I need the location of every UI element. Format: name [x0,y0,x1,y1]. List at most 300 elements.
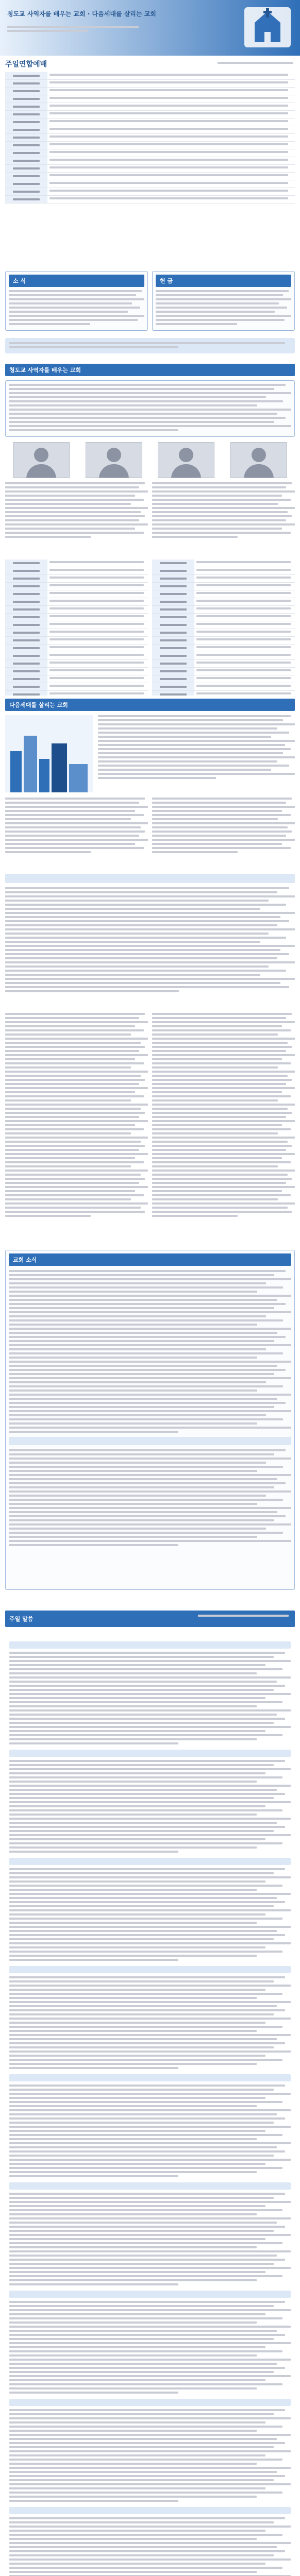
sermon-paragraph [9,2193,291,2285]
text-line [5,1058,135,1060]
sermon-subheading [9,1750,291,1757]
text-line [5,818,131,820]
text-line [9,1785,291,1787]
text-line [9,1697,265,1699]
text-line [9,2492,282,2494]
text-line [9,2001,291,2003]
text-line [152,1038,295,1040]
text-line [9,388,274,390]
table-row [5,180,295,188]
text-line [152,495,282,497]
text-line [9,298,144,300]
text-line [198,1615,289,1617]
table-row [152,598,295,606]
text-line [9,2113,277,2115]
text-line [5,798,145,800]
text-line [152,818,278,820]
text-line [9,1926,291,1928]
text-line [9,2526,291,2528]
text-line [9,2442,285,2444]
text-line [98,719,283,721]
text-line [13,632,40,634]
text-line [9,392,291,394]
text-line [9,1842,282,1844]
text-line [196,631,291,633]
text-line [9,1270,286,1272]
text-line [9,1801,291,1803]
text-line [160,578,187,580]
text-line [9,2105,257,2107]
text-line [152,847,291,849]
text-line [9,2063,257,2065]
text-line [98,752,283,754]
text-line [9,1507,291,1509]
text-line [98,773,295,775]
text-line [5,1066,131,1069]
text-line [9,1797,274,1799]
text-line [13,678,40,680]
sermon-subheading [9,1641,291,1649]
text-line [152,482,292,484]
text-line [196,692,291,694]
text-line [152,503,278,505]
table-row [5,118,295,126]
text-line [9,2563,265,2565]
text-line [5,1170,148,1172]
text-line [5,806,148,808]
text-line [49,623,144,625]
text-line [9,1499,283,1501]
text-line [9,1406,274,1408]
sermon-header [0,1607,300,1633]
text-line [196,654,291,656]
text-line [13,655,40,657]
text-line [5,532,144,534]
text-line [9,1726,291,1728]
text-line [9,2242,282,2244]
text-line [9,2146,277,2148]
text-line [5,1099,131,1101]
text-line [9,1519,274,1521]
table-row [5,142,295,149]
text-line [9,396,266,398]
table-row [152,583,295,590]
text-line [98,760,277,762]
text-line [5,515,145,517]
text-line [5,957,277,959]
text-line [9,2167,282,2169]
text-line [5,887,289,889]
text-line [9,2330,277,2332]
text-line [5,486,139,488]
text-line [9,2267,291,2269]
text-line [5,1083,139,1085]
text-line [9,384,286,386]
text-line [9,2558,291,2561]
text-line [9,2171,257,2173]
text-line [5,528,135,530]
text-line [9,2213,257,2215]
text-line [152,1198,278,1200]
text-line [5,908,260,910]
text-line [5,982,280,984]
text-line [9,2126,291,2128]
table-row [5,668,148,675]
text-line [9,2067,178,2069]
text-line [9,1730,265,1732]
text-line [13,98,40,100]
text-line [9,1946,265,1948]
text-line [49,592,144,594]
text-line [98,723,295,725]
text-line [9,1295,291,1297]
text-line [9,1934,285,1936]
table-row [152,668,295,675]
text-line [9,2363,277,2365]
text-line [9,1340,274,1342]
text-line [98,715,291,717]
text-line [5,920,289,922]
text-line [9,2163,265,2165]
text-line [196,577,291,579]
text-line [9,1685,285,1687]
section-ministry [0,361,300,556]
text-line [9,417,286,419]
info-boxes [0,268,300,335]
text-line [5,1153,148,1155]
text-line [98,740,295,742]
sermon-subheading [9,2074,291,2081]
text-line [152,798,292,800]
table-row [5,583,148,590]
text-line [9,2454,265,2456]
text-line [98,748,291,750]
text-line [5,1104,148,1106]
sermon-paragraph [9,1652,291,1744]
text-line [152,1021,295,1023]
text-line [5,1198,131,1200]
header-subtext [7,26,141,34]
text-line [5,1186,148,1188]
text-line [9,2226,285,2228]
text-line [9,1490,291,1493]
text-line [13,608,40,611]
text-line [9,2201,291,2203]
text-line [9,2150,285,2153]
text-line [9,1989,265,1991]
text-line [152,1025,282,1027]
text-line [5,1033,131,1036]
text-line [9,2122,274,2124]
text-line [5,986,289,988]
text-line [9,1328,291,1330]
text-line [9,1689,274,1691]
text-line [160,678,187,680]
text-line [49,143,288,145]
text-line [5,810,135,812]
text-line [196,607,291,609]
text-line [9,290,142,292]
text-line [5,1095,144,1097]
table-row [152,629,295,637]
text-line [9,1536,257,1538]
text-line [9,315,144,317]
text-line [9,2259,285,2261]
text-line [9,1470,257,1472]
ministry-table [0,556,300,696]
text-line [98,736,271,738]
text-line [13,670,40,672]
text-line [152,1120,295,1122]
text-line [9,1495,266,1497]
text-line [152,1071,295,1073]
text-line [5,1091,135,1093]
staff-photo [230,442,287,478]
text-line [9,2426,282,2428]
text-line [9,413,277,415]
text-line [9,1311,291,1313]
text-line [152,523,295,526]
text-line [9,2205,265,2207]
text-line [152,1170,295,1172]
text-line [9,1377,291,1379]
text-line [218,62,293,64]
table-row [152,560,295,567]
text-line [9,1818,291,1820]
text-line [9,2479,274,2481]
text-line [160,639,187,641]
text-line [9,2089,274,2091]
text-line [152,1186,295,1188]
text-line [49,638,144,640]
staff-photos [5,442,295,478]
text-line [196,638,291,640]
text-line [49,654,144,656]
text-line [5,900,269,902]
text-line [9,2197,274,2199]
text-line [49,151,288,153]
text-line [9,1809,282,1811]
text-line [152,810,282,812]
text-line [5,912,295,914]
text-line [9,1901,285,1903]
table-row [5,72,295,80]
text-line [5,1128,144,1130]
text-line [9,2379,265,2381]
section-next-generation [0,696,300,871]
text-line [9,425,291,427]
text-line [9,1672,257,1674]
text-line [152,499,291,501]
text-line [152,1211,292,1213]
text-line [9,2005,277,2007]
table-row [5,621,148,629]
text-line [13,191,40,193]
text-line [13,82,40,84]
text-line [196,592,291,594]
text-line [152,1165,278,1167]
text-line [9,1693,291,1695]
text-line [5,822,148,824]
text-line [98,732,289,734]
text-line [152,1042,288,1044]
text-line [9,2387,257,2389]
text-line [13,647,40,649]
text-line [9,2530,265,2532]
text-line [9,1705,257,1707]
text-line [49,662,144,664]
text-line [5,1017,139,1019]
text-line [5,1071,148,1073]
news-box [5,271,148,331]
text-line [9,302,132,304]
text-line [9,1868,285,1870]
text-line [5,814,144,816]
text-line [9,1357,257,1359]
text-line [196,584,291,586]
section-next-generation-title: 다음세대를 살리는 교회 [5,699,295,711]
text-line [9,1389,257,1392]
text-line [9,2305,274,2307]
text-line [152,1153,295,1155]
text-line [13,663,40,665]
text-line [196,677,291,679]
text-line [13,90,40,92]
text-line [196,623,291,625]
text-line [5,847,144,849]
offering-box [152,271,295,331]
text-line [9,1918,282,1920]
text-line [152,822,295,824]
text-line [13,616,40,618]
text-line [9,2542,291,2544]
text-line [49,128,288,130]
table-row [152,660,295,668]
text-line [9,2475,285,2477]
text-line [9,1942,291,1944]
text-line [5,835,139,837]
text-line [98,769,271,771]
text-line [5,1190,135,1192]
text-line [152,1137,295,1139]
text-line [9,1278,291,1280]
text-line [5,1038,148,1040]
text-line [9,2346,265,2348]
table-row [5,157,295,165]
text-line [160,616,187,618]
text-line [9,2138,257,2140]
text-line [9,2059,282,2061]
text-line [9,404,257,406]
text-line [5,1029,144,1031]
text-line [5,1215,91,1217]
text-line [5,1207,141,1209]
text-line [49,81,288,83]
divider-strip [0,335,300,361]
table-row [5,614,148,621]
text-line [13,686,40,688]
text-line [152,519,286,521]
text-line [9,1760,285,1762]
table-row [5,173,295,180]
text-line [152,1194,291,1196]
text-line [5,1194,144,1196]
text-line [9,2222,277,2224]
text-line [5,1157,135,1159]
text-line [9,1652,285,1654]
text-line [5,1149,139,1151]
text-line [160,686,187,688]
text-line [9,1955,257,1957]
text-line [49,631,144,633]
text-line [152,802,286,804]
text-line [9,1369,286,1371]
text-line [9,1348,266,1350]
text-line [98,727,277,730]
text-line [9,2317,282,2319]
text-line [9,1478,277,1480]
text-line [5,937,286,939]
text-line [5,851,91,853]
text-line [49,89,288,91]
text-line [13,562,40,564]
text-line [9,1938,274,1940]
text-line [9,1893,291,1895]
text-line [9,1365,277,1367]
text-line [9,1993,282,1995]
table-row [5,95,295,103]
text-line [9,1805,265,1807]
text-line [152,486,286,488]
text-line [9,1722,274,1724]
text-line [9,2283,178,2285]
text-line [13,624,40,626]
text-line [9,2359,291,2361]
text-line [9,1291,257,1293]
text-line [9,2350,282,2352]
text-line [13,198,40,200]
text-line [9,1486,274,1488]
text-line [9,1532,283,1534]
text-line [9,1822,277,1824]
header [0,0,300,56]
text-line [5,1087,148,1089]
text-line [9,1838,265,1840]
text-line [152,1087,295,1089]
text-line [152,528,282,530]
text-line [7,30,88,32]
text-line [9,1985,291,1987]
text-line [9,2217,291,2219]
text-line [9,2471,277,2473]
text-line [9,2313,265,2315]
text-line [98,744,285,746]
text-line [5,1013,145,1015]
text-line [9,2459,282,2461]
text-line [152,1128,291,1130]
text-line [9,1544,178,1546]
text-line [5,511,141,513]
text-line [5,831,145,833]
text-line [9,2496,257,2498]
text-line [9,2446,274,2448]
text-line [9,421,274,423]
sermon-body [0,1633,300,2576]
text-line [9,1528,266,1530]
text-line [156,319,285,321]
header-motto: 청도교 사역자를 배우는 교회 · 다음세대를 살리는 교회 [7,10,156,18]
table-row [5,103,295,111]
